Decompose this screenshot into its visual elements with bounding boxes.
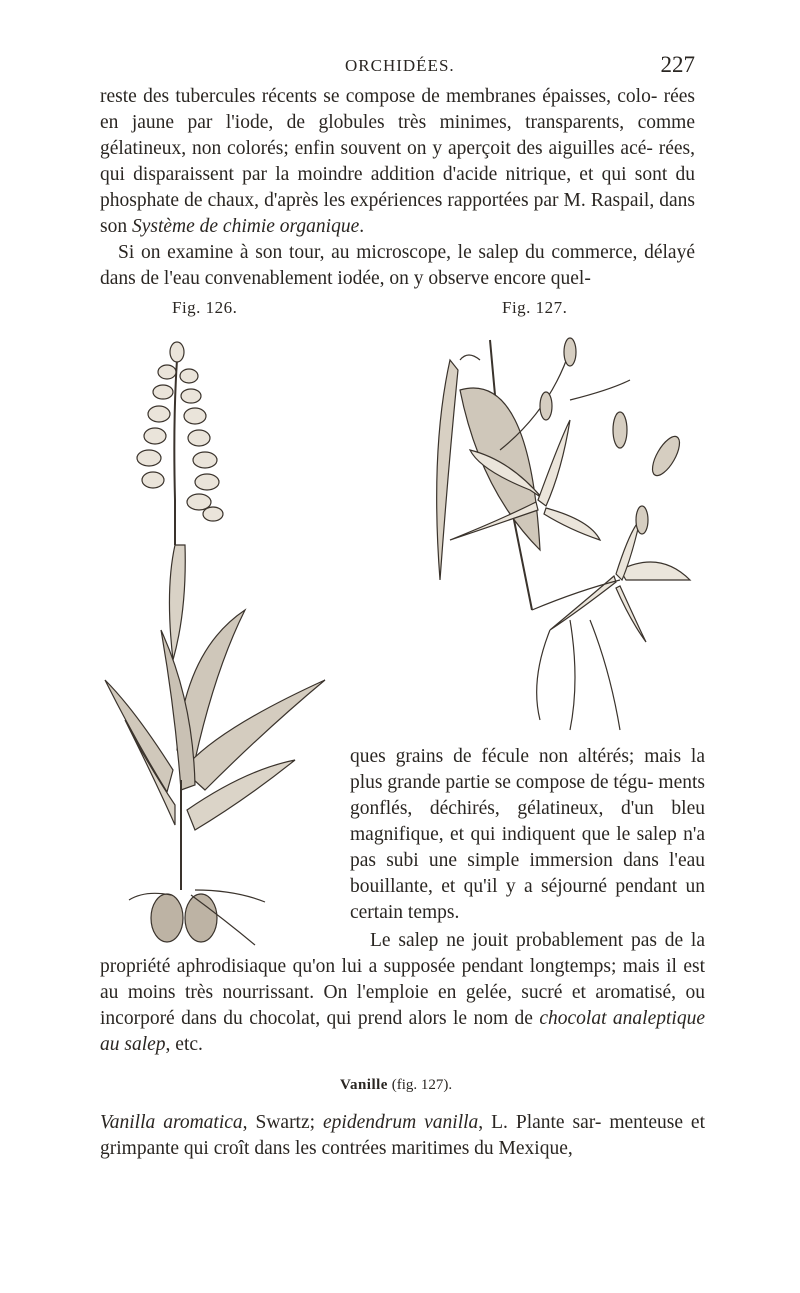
figure-caption-127: Fig. 127.	[502, 298, 568, 317]
running-title: ORCHIDÉES.	[345, 56, 455, 75]
paragraph-text: Le salep ne jouit probablement pas de la propriété aphrodisiaque qu'on lui a supposée pendant longtemps; mais il est au moins très nourrissant. On l'emploie en gelée, sucré et aromatisé, ou incorporé dans du chocolat, qui prend alors le nom de	[100, 930, 705, 1029]
orchid-plant-illustration	[95, 330, 335, 950]
book-title-italic: Système de chimie organique	[131, 216, 360, 237]
italic-term: chocolat analeptique au salep	[100, 1008, 705, 1055]
section-title: Vanille	[340, 1077, 388, 1093]
section-figure-note: (fig. 127).	[391, 1077, 453, 1093]
paragraph-aphrodisiaque	[100, 928, 705, 1058]
paragraph-text: , Swartz;	[242, 1112, 324, 1133]
section-heading-vanille	[340, 1077, 452, 1094]
paragraph-text: , etc.	[165, 1034, 203, 1055]
paragraph-salep-microscope: Si on examine à son tour, au microscope, le salep du commerce, délayé dans de l'eau convenablement iodée, on y observe encore quel-	[100, 242, 695, 289]
paragraph-text: , L. Plante sar- menteuse et grimpante qui croît dans les contrées maritimes du Mexique,	[100, 1112, 705, 1159]
italic-term: epidendrum vanilla	[323, 1112, 479, 1133]
paragraph-fecule: ques grains de fécule non altérés; mais la plus grande partie se compose de tégu- ments gonflés, déchirés, gélatineux, d'un bleu magnifique, et qui indiquent que le salep n'a pas subi une simple immersion dans l'eau bouillante, et qu'il y a séjourné pendant un certain temps.	[350, 746, 705, 923]
paragraph-text: .	[359, 216, 365, 237]
page-header	[100, 52, 695, 82]
figure-caption-126: Fig. 126.	[172, 298, 238, 317]
italic-term: Vanilla aromatica	[100, 1112, 243, 1133]
paragraph-text: reste des tubercules récents se compose de membranes épaisses, colo- rées en jaune par l'iode, de globules très minimes, transparents, comme gélatineux, non colorés; enfin souvent on y aperçoit des aiguilles acé- rées, qui disparaissent par la moindre addition d'acide nitrique, et qui sont du phosphate de chaux, d'après les expériences rapportées par M. Raspail, dans son	[100, 86, 695, 237]
paragraph-tubercules	[100, 84, 695, 240]
page-number: 227	[660, 52, 695, 77]
paragraph-vanilla	[100, 1110, 705, 1162]
vanilla-flower-illustration	[420, 330, 710, 740]
